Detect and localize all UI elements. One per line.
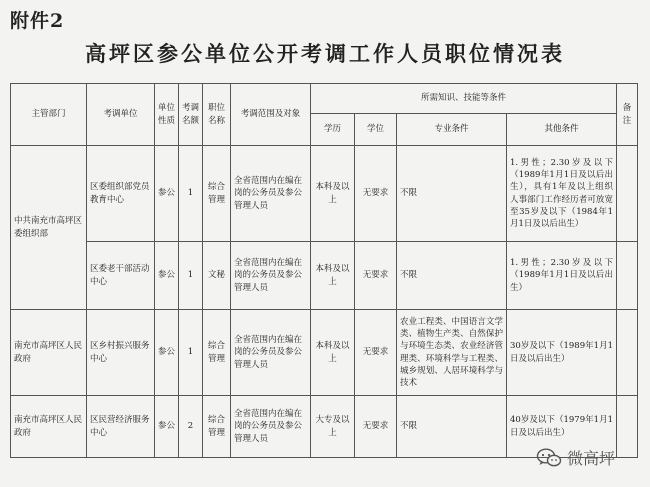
dept-cell: 中共南充市高坪区委组织部 bbox=[11, 146, 87, 310]
watermark bbox=[536, 446, 615, 469]
table-row bbox=[11, 146, 638, 242]
quota-cell: 1 bbox=[179, 146, 203, 242]
scope-cell: 全省范围内在编在岗的公务员及参公管理人员 bbox=[231, 146, 311, 242]
education-cell: 本科及以上 bbox=[311, 146, 355, 242]
other-cell: 40岁及以下（1979年1月1日及以后出生） bbox=[507, 396, 617, 458]
header-major: 专业条件 bbox=[397, 114, 507, 146]
header-dept: 主管部门 bbox=[11, 84, 87, 146]
position-cell: 综合管理 bbox=[203, 310, 231, 396]
nature-cell: 参公 bbox=[155, 146, 179, 242]
remarks-cell bbox=[617, 242, 638, 310]
education-cell: 大专及以上 bbox=[311, 396, 355, 458]
position-cell: 综合管理 bbox=[203, 146, 231, 242]
header-unit: 考调单位 bbox=[87, 84, 155, 146]
watermark-text: 微高坪 bbox=[567, 449, 616, 468]
page-title: 高坪区参公单位公开考调工作人员职位情况表 bbox=[85, 41, 565, 66]
degree-cell: 无要求 bbox=[355, 242, 397, 310]
header-row bbox=[11, 84, 638, 114]
header-conditions: 所需知识、技能等条件 bbox=[311, 84, 617, 114]
header-nature: 单位性质 bbox=[155, 84, 179, 146]
major-cell: 农业工程类、中国语言文学类、植物生产类、自然保护与环境生态类、农业经济管理类、环境科学与工程类、城乡规划、人居环境科学与技术 bbox=[397, 310, 507, 396]
table-row bbox=[11, 242, 638, 310]
degree-cell: 无要求 bbox=[355, 396, 397, 458]
header-quota: 考调名额 bbox=[179, 84, 203, 146]
header-education: 学历 bbox=[311, 114, 355, 146]
position-cell: 文秘 bbox=[203, 242, 231, 310]
scope-cell: 全省范围内在编在岗的公务员及参公管理人员 bbox=[231, 310, 311, 396]
positions-table bbox=[10, 83, 638, 458]
dept-cell: 南充市高坪区人民政府 bbox=[11, 396, 87, 458]
quota-cell: 1 bbox=[179, 242, 203, 310]
dept-cell: 南充市高坪区人民政府 bbox=[11, 310, 87, 396]
quota-cell: 2 bbox=[179, 396, 203, 458]
nature-cell: 参公 bbox=[155, 310, 179, 396]
position-cell: 综合管理 bbox=[203, 396, 231, 458]
major-cell: 不限 bbox=[397, 242, 507, 310]
other-cell: 1.男性；2.30岁及以下（1989年1月1日及以后出生） bbox=[507, 242, 617, 310]
other-cell: 1.男性；2.30岁及以下（1989年1月1日及以后出生），具有1年及以上组织人事部门工作经历者可放宽至35岁及以下（1984年1月1日及以后出生） bbox=[507, 146, 617, 242]
header-degree: 学位 bbox=[355, 114, 397, 146]
header-scope: 考调范围及对象 bbox=[231, 84, 311, 146]
unit-cell: 区委组织部党员教育中心 bbox=[87, 146, 155, 242]
unit-cell: 区乡村振兴服务中心 bbox=[87, 310, 155, 396]
unit-cell: 区民营经济服务中心 bbox=[87, 396, 155, 458]
other-cell: 30岁及以下（1989年1月1日及以后出生） bbox=[507, 310, 617, 396]
major-cell: 不限 bbox=[397, 396, 507, 458]
scope-cell: 全省范围内在编在岗的公务员及参公管理人员 bbox=[231, 396, 311, 458]
remarks-cell bbox=[617, 310, 638, 396]
scope-cell: 全省范围内在编在岗的公务员及参公管理人员 bbox=[231, 242, 311, 310]
wechat-icon bbox=[536, 448, 562, 468]
remarks-cell bbox=[617, 146, 638, 242]
education-cell: 本科及以上 bbox=[311, 310, 355, 396]
header-remarks: 备注 bbox=[617, 84, 638, 146]
quota-cell: 1 bbox=[179, 310, 203, 396]
attachment-label: 附件2 bbox=[10, 10, 65, 32]
table-row bbox=[11, 310, 638, 396]
unit-cell: 区委老干部活动中心 bbox=[87, 242, 155, 310]
header-other: 其他条件 bbox=[507, 114, 617, 146]
nature-cell: 参公 bbox=[155, 242, 179, 310]
nature-cell: 参公 bbox=[155, 396, 179, 458]
remarks-cell bbox=[617, 396, 638, 458]
degree-cell: 无要求 bbox=[355, 146, 397, 242]
major-cell: 不限 bbox=[397, 146, 507, 242]
education-cell: 本科及以上 bbox=[311, 242, 355, 310]
degree-cell: 无要求 bbox=[355, 310, 397, 396]
header-position: 职位名称 bbox=[203, 84, 231, 146]
